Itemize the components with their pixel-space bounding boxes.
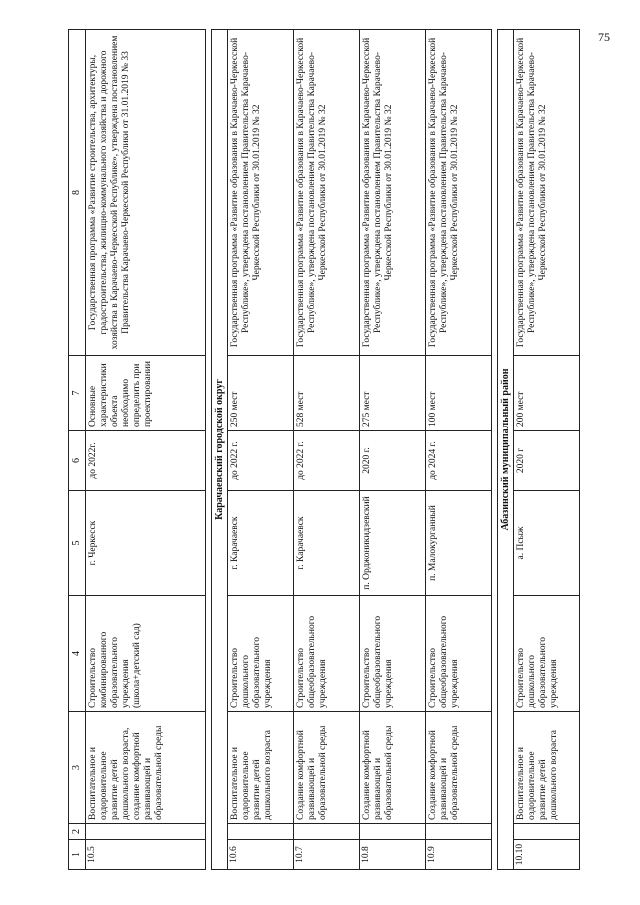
program-cell: Государственная программа «Развитие образования в Карачаево-Черкесской Республике», утверждена постановлением Правительства Карачаево-Черкесской Республики от 30.01.2019 № 32 (228, 30, 294, 356)
goal-cell: Создание комфортной развивающей и образовательной среды (426, 712, 492, 824)
goal-cell: Создание комфортной развивающей и образовательной среды (360, 712, 426, 824)
row-number: 10.8 (360, 840, 426, 870)
row-number: 10.9 (426, 840, 492, 870)
table-row (514, 30, 580, 870)
location-cell: п. Орджоникидзевский (360, 491, 426, 596)
header-cell: 1 (69, 840, 86, 870)
location-cell: г. Карачаевск (294, 491, 360, 596)
capacity-cell: 275 мест (360, 356, 426, 431)
goal-cell: Воспитательное и оздоровительное развитие детей дошкольного возраста, создание комфортной развивающей и образовательной среды (86, 712, 206, 824)
rotated-table-container (68, 30, 576, 870)
location-cell: а. Псыж (514, 491, 580, 596)
location-cell: п. Малокурганный (426, 491, 492, 596)
header-cell: 8 (69, 30, 86, 356)
empty-cell (86, 824, 206, 840)
program-cell: Государственная программа «Развитие образования в Карачаево-Черкесской Республике», утверждена постановлением Правительства Карачаево-Черкесской Республики от 30.01.2019 № 32 (514, 30, 580, 356)
row-number: 10.6 (228, 840, 294, 870)
header-cell: 3 (69, 712, 86, 824)
row-number: 10.5 (86, 840, 206, 870)
section-row (212, 30, 228, 870)
section-row (498, 30, 514, 870)
object-cell: Строительство общеобразовательного учреждения (426, 596, 492, 712)
objects-table (68, 29, 580, 870)
table-row (360, 30, 426, 870)
location-cell: г. Черкесск (86, 491, 206, 596)
goal-cell: Создание комфортной развивающей и образовательной среды (294, 712, 360, 824)
header-cell: 2 (69, 824, 86, 840)
goal-cell: Воспитательное и оздоровительное развитие детей дошкольного возраста (514, 712, 580, 824)
capacity-cell: 528 мест (294, 356, 360, 431)
header-cell: 6 (69, 431, 86, 491)
program-cell: Государственная программа «Развитие образования в Карачаево-Черкесской Республике», утверждена постановлением Правительства Карачаево-Черкесской Республики от 30.01.2019 № 32 (360, 30, 426, 356)
capacity-cell: 200 мест (514, 356, 580, 431)
table-row (228, 30, 294, 870)
page-number: 75 (598, 30, 610, 44)
header-row (69, 30, 86, 870)
object-cell: Строительство дошкольного образовательного учреждения (228, 596, 294, 712)
deadline-cell: 2020 г. (360, 431, 426, 491)
section-title: Карачаевский городской округ (212, 30, 228, 870)
row-number: 10.10 (514, 840, 580, 870)
program-cell: Государственная программа «Развитие образования в Карачаево-Черкесской Республике», утверждена постановлением Правительства Карачаево-Черкесской Республики от 30.01.2019 № 32 (426, 30, 492, 356)
deadline-cell: до 2022 г. (228, 431, 294, 491)
object-cell: Строительство общеобразовательного учреждения (294, 596, 360, 712)
object-cell: Строительство дошкольного образовательного учреждения (514, 596, 580, 712)
table-row (426, 30, 492, 870)
object-cell: Строительство общеобразовательного учреждения (360, 596, 426, 712)
goal-cell: Воспитательное и оздоровительное развитие детей дошкольного возраста (228, 712, 294, 824)
location-cell: г. Карачаевск (228, 491, 294, 596)
deadline-cell: до 2022 г. (294, 431, 360, 491)
deadline-cell: 2020 г (514, 431, 580, 491)
program-cell: Государственная программа «Развитие образования в Карачаево-Черкесской Республике», утверждена постановлением Правительства Карачаево-Черкесской Республики от 30.01.2019 № 32 (294, 30, 360, 356)
program-cell: Государственная программа «Развитие строительства, архитектуры, градостроительства, жилищно-коммунального хозяйства и дорожного хозяйства в Карачаево-Черкесской Республике», утверждена постановлением Правительства Карачаево-Черкесской Республики от 31.01.2019 № 33 (86, 30, 206, 356)
deadline-cell: до 2024 г. (426, 431, 492, 491)
header-cell: 5 (69, 491, 86, 596)
deadline-cell: до 2022г. (86, 431, 206, 491)
table-row (86, 30, 206, 870)
empty-cell (294, 824, 360, 840)
capacity-cell: Основные характеристики объекта необходимо определить при проектировании (86, 356, 206, 431)
header-cell: 7 (69, 356, 86, 431)
empty-cell (514, 824, 580, 840)
empty-cell (228, 824, 294, 840)
object-cell: Строительство комбинированного образовательного учреждения (школа+детский сад) (86, 596, 206, 712)
section-title: Абазинский муниципальный район (498, 30, 514, 870)
header-cell: 4 (69, 596, 86, 712)
empty-cell (360, 824, 426, 840)
row-number: 10.7 (294, 840, 360, 870)
capacity-cell: 100 мест (426, 356, 492, 431)
capacity-cell: 250 мест (228, 356, 294, 431)
empty-cell (426, 824, 492, 840)
table-row (294, 30, 360, 870)
